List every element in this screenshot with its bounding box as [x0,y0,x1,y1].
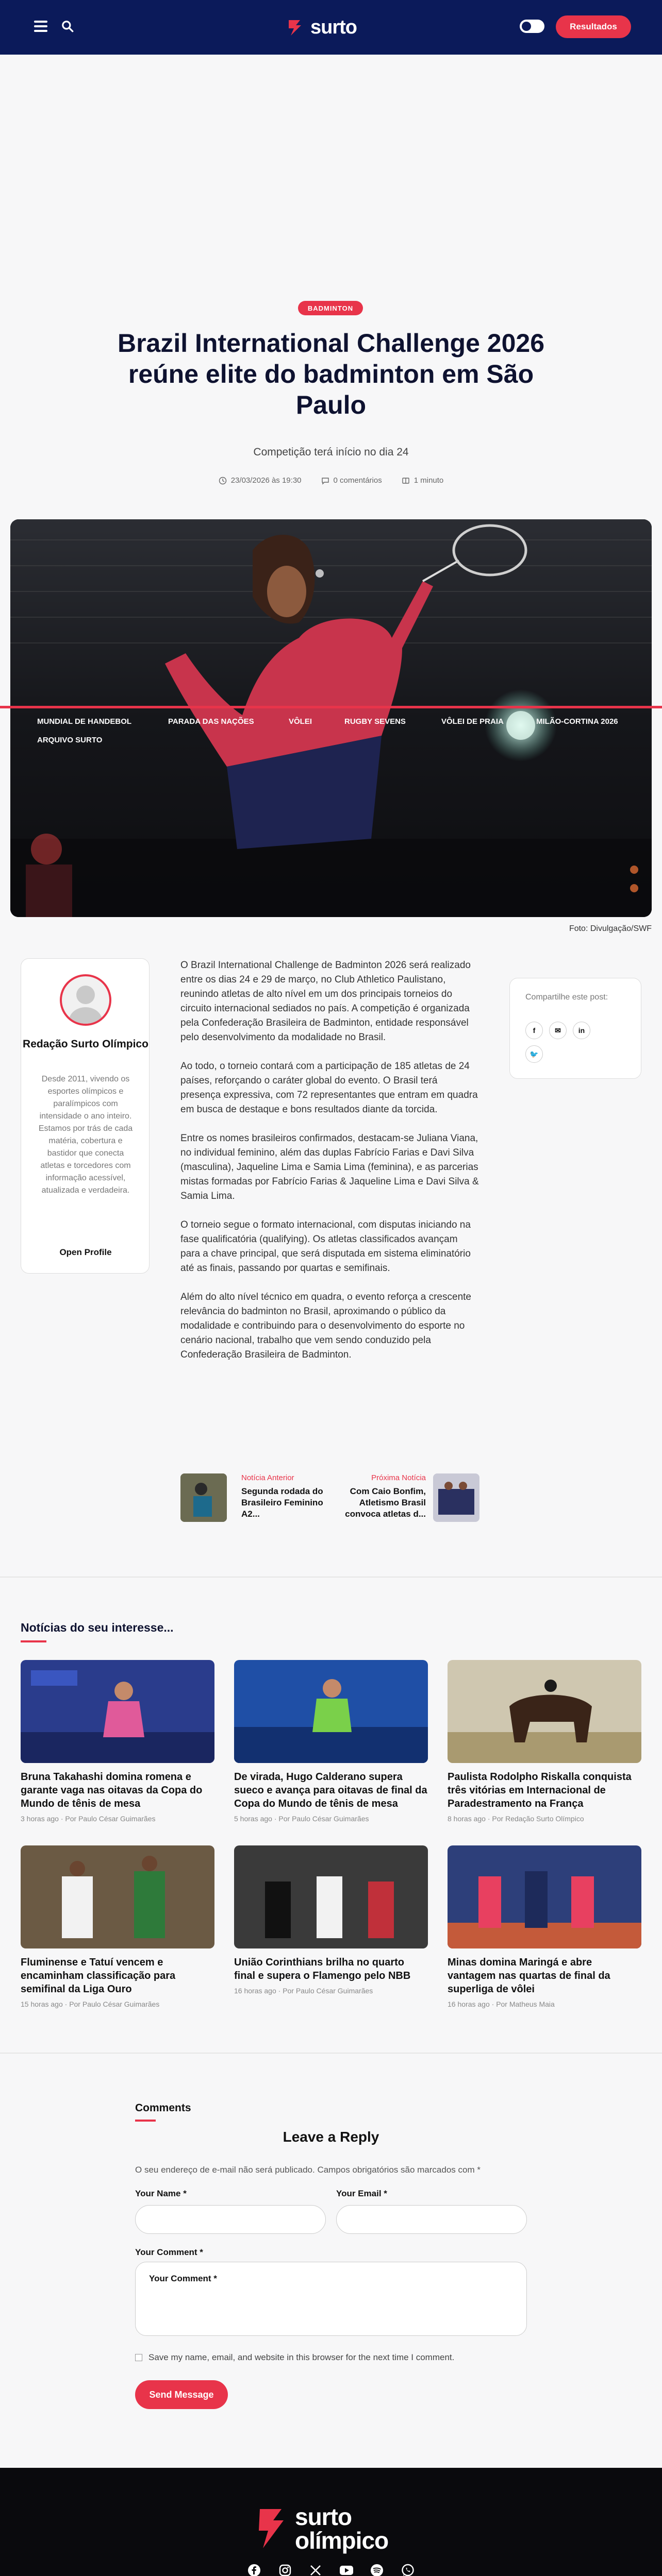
news-card-time: 16 horas ago [448,2000,490,2008]
news-card[interactable] [448,1845,641,2008]
prev-post-thumbnail[interactable] [180,1473,227,1522]
news-card-image[interactable] [21,1845,214,1948]
social-links [246,2563,416,2576]
news-card-author[interactable]: Por Paulo César Guimarães [65,1815,156,1823]
news-card-image[interactable] [234,1660,428,1763]
news-card-author[interactable]: Por Paulo César Guimarães [278,1815,369,1823]
footer-brand-line1: surto [295,2503,352,2530]
linkedin-share-icon[interactable]: in [573,1022,590,1039]
facebook-share-icon[interactable]: f [525,1022,543,1039]
comment-textarea[interactable] [135,2262,527,2336]
news-card-title[interactable]: União Corinthians brilha no quarto final e supera o Flamengo pelo NBB [234,1957,411,1981]
next-post-photo [433,1473,479,1522]
name-field[interactable] [135,2205,326,2234]
next-post-thumbnail[interactable] [433,1473,479,1522]
save-info-label: Save my name, email, and website in this browser for the next time I comment. [148,2352,455,2362]
instagram-icon[interactable] [277,2563,293,2576]
news-card-meta: 5 horas ago · Por Paulo César Guimarães [234,1815,369,1823]
comments-section [135,2102,527,2400]
news-card-author[interactable]: Por Paulo César Guimarães [69,2000,160,2008]
section-divider [0,1577,662,1578]
news-card-time: 3 horas ago [21,1815,59,1823]
nav-item-milao-cortina[interactable]: MILÃO-CORTINA 2026 [536,717,618,726]
site-header [0,0,662,55]
volleyball-photo [448,1845,641,1948]
page-title: Brazil International Challenge 2026 reúne elite do badminton em São Paulo [117,329,545,419]
basketball-photo [234,1845,428,1948]
article-subtitle: Competição terá início no dia 24 [253,446,409,458]
prev-post-label: Notícia Anterior [241,1473,294,1482]
site-logo[interactable] [285,14,357,40]
prev-post-photo [180,1473,227,1522]
article-meta [0,476,662,485]
news-card-meta: 15 horas ago · Por Paulo César Guimarães [21,2000,160,2008]
news-card-time: 8 horas ago [448,1815,486,1823]
save-info-checkbox[interactable] [135,2354,142,2361]
news-card-image[interactable] [21,1660,214,1763]
news-card-time: 15 horas ago [21,2000,63,2008]
article-paragraph: O Brazil International Challenge de Badminton 2026 será realizado entre os dias 24 e 29 de março, no Club Athletico Paulistano, reunindo atletas de alto nível em um dos principais torneios do circuito internacional sediados no país. A competição é organizada pela Confederação Brasileira de Badminton, entidade responsável pelo desenvolvimento da modalidade no Brasil. [180,960,471,1043]
comments-title: Comments [135,2102,191,2114]
leave-reply-heading: Leave a Reply [283,2129,379,2145]
comment-placeholder: Your Comment * [149,2274,217,2283]
table-tennis-photo [21,1660,214,1763]
youtube-icon[interactable] [339,2563,354,2576]
comments-title-underline [135,2120,156,2122]
email-label: Your Email * [336,2189,387,2198]
article-body [180,958,479,1377]
comment-label: Your Comment * [135,2247,203,2257]
x-twitter-icon[interactable] [308,2563,323,2576]
post-navigation [180,1473,479,1522]
news-card-title[interactable]: Bruna Takahashi domina romena e garante vaga nas oitavas da Copa do Mundo de tênis de mesa [21,1771,203,1809]
open-profile-link[interactable]: Open Profile [59,1247,112,1257]
email-field[interactable] [336,2205,527,2234]
email-share-icon[interactable]: ✉ [549,1022,567,1039]
send-message-button[interactable]: Send Message [135,2380,228,2409]
news-card-meta: 16 horas ago · Por Matheus Maia [448,2000,555,2008]
news-card-title[interactable]: Fluminense e Tatuí vencem e encaminham classificação para semifinal da Liga Ouro [21,1957,176,1995]
user-silhouette-icon [62,976,109,1024]
comments-note: O seu endereço de e-mail não será publicado. Campos obrigatórios são marcados com * [135,2165,481,2175]
news-card-image[interactable] [234,1845,428,1948]
nav-item-parada-nacoes[interactable]: PARADA DAS NAÇÕES [168,717,254,726]
section-divider [0,2053,662,2054]
article-date: 23/03/2026 às 19:30 [230,476,302,485]
next-post-title[interactable]: Com Caio Bonfim, Atletismo Brasil convoca atletas d... [345,1486,426,1519]
news-card-image[interactable] [448,1845,641,1948]
footer-brand [295,2505,388,2552]
logo-mark-icon [285,17,305,38]
news-card[interactable] [234,1845,428,1995]
read-time-meta [402,476,444,485]
news-card-meta: 8 horas ago · Por Redação Surto Olímpico [448,1815,584,1823]
slider-dots [630,866,638,903]
news-card[interactable] [21,1845,214,2008]
share-card [509,978,641,1079]
author-bio: Desde 2011, vivendo os esportes olímpicos e paralímpicos com intensidade o ano inteiro. Estamos por trás de cada matéria, cobertura e bastidor que conecta atletas e torcedores com informação acessível, atualizada e verdadeira. [38,1075,133,1195]
nav-item-volei-praia[interactable]: VÔLEI DE PRAIA [441,717,504,726]
slider-dot[interactable] [630,884,638,892]
news-card-meta: 3 horas ago · Por Paulo César Guimarães [21,1815,156,1823]
news-heading-underline [21,1640,46,1642]
read-time: 1 minuto [413,476,444,485]
news-card-time: 5 horas ago [234,1815,272,1823]
slider-dot[interactable] [630,866,638,874]
author-name: Redação Surto Olímpico [23,1038,148,1050]
comment-icon [321,477,329,485]
avatar [60,974,111,1026]
author-card [21,958,150,1274]
news-card[interactable] [21,1660,214,1823]
photo-credit: Foto: Divulgação/SWF [569,924,652,933]
news-card-meta: 16 horas ago · Por Paulo César Guimarães [234,1987,373,1995]
table-tennis-photo [234,1660,428,1763]
comments-count: 0 comentários [333,476,382,485]
theme-toggle[interactable] [520,20,544,33]
share-title: Compartilhe este post: [525,993,608,1002]
category-badge[interactable]: BADMINTON [298,301,363,315]
whatsapp-icon[interactable] [400,2563,416,2576]
logo-mark-icon [253,2505,289,2551]
news-card[interactable] [234,1660,428,1823]
date-meta [219,476,302,485]
save-info-checkbox-row[interactable] [135,2352,454,2363]
article-paragraph: Ao todo, o torneio contará com a participação de 185 atletas de 24 países, reforçando o caráter global do evento. O Brasil terá presença expressiva, com 72 representantes que entram em quadra em busca de destaque e bons resultados diante da torcida. [180,1061,478,1115]
news-card-title[interactable]: De virada, Hugo Calderano supera sueco e avança para oitavas de final da Copa do Mundo de tênis de mesa [234,1771,427,1809]
nav-item-arquivo-surto[interactable]: ARQUIVO SURTO [37,736,103,744]
next-post-label: Próxima Notícia [371,1473,426,1482]
footer-logo[interactable] [253,2505,407,2556]
book-icon [402,477,410,485]
news-card-time: 16 horas ago [234,1987,276,1995]
news-card-image[interactable] [448,1660,641,1763]
nav-item-volei[interactable]: VÔLEI [289,717,312,726]
name-label: Your Name * [135,2189,187,2198]
category-nav [0,706,662,752]
news-card-author[interactable]: Por Redação Surto Olímpico [492,1815,584,1823]
results-button[interactable]: Resultados [556,15,631,38]
clock-icon [219,477,227,485]
logo-text: surto [310,16,357,38]
news-card[interactable] [448,1660,641,1823]
article-paragraph: Além do alto nível técnico em quadra, o evento reforça a crescente relevância do badminton no Brasil, aproximando o público da modalidade e contribuindo para o desenvolvimento do esporte no cenário nacional, trabalho que vem sendo conduzido pela Confederação Brasileira de Badminton. [180,1292,471,1360]
site-footer [0,2468,662,2576]
article-paragraph: Entre os nomes brasileiros confirmados, destacam-se Juliana Viana, no individual feminino, além das duplas Fabrício Farias e Davi Silva (masculina), Jaqueline Lima e Samia Lima (feminina), e as parcerias mistas formadas por Fabrício Farias & Jaqueline Lima e Davi Silva & Samia Lima. [180,1133,479,1201]
nav-accent-line [0,706,662,708]
nav-item-mundial-handebol[interactable]: MUNDIAL DE HANDEBOL [37,717,132,726]
article-paragraph: O torneio segue o formato internacional, com disputas iniciando na fase qualificatória (qualifying). Os atletas classificados avançam para a chave principal, que será disputada em sistema eliminatório até as finais, passando por quartas e semifinais. [180,1219,471,1274]
news-card-title[interactable]: Paulista Rodolpho Riskalla conquista três vitórias em Internacional de Paradestramento na França [448,1771,632,1809]
comments-meta[interactable] [321,476,382,485]
theme-toggle-icon [522,22,531,31]
news-card-author[interactable]: Por Matheus Maia [496,2000,555,2008]
basketball-photo [21,1845,214,1948]
nav-item-rugby-sevens[interactable]: RUGBY SEVENS [344,717,406,726]
search-icon[interactable] [61,20,74,33]
news-heading: Notícias do seu interesse... [21,1621,174,1634]
footer-brand-line2: olímpico [295,2527,389,2554]
prev-post-title[interactable]: Segunda rodada do Brasileiro Feminino A2... [241,1486,323,1519]
spotify-icon[interactable] [369,2563,385,2576]
facebook-icon[interactable] [246,2563,262,2576]
menu-icon[interactable] [34,21,47,32]
news-card-title[interactable]: Minas domina Maringá e abre vantagem nas quartas de final da superliga de vôlei [448,1957,610,1995]
twitter-share-icon[interactable]: 🐦 [525,1045,543,1063]
dressage-photo [448,1660,641,1763]
news-card-author[interactable]: Por Paulo César Guimarães [283,1987,373,1995]
